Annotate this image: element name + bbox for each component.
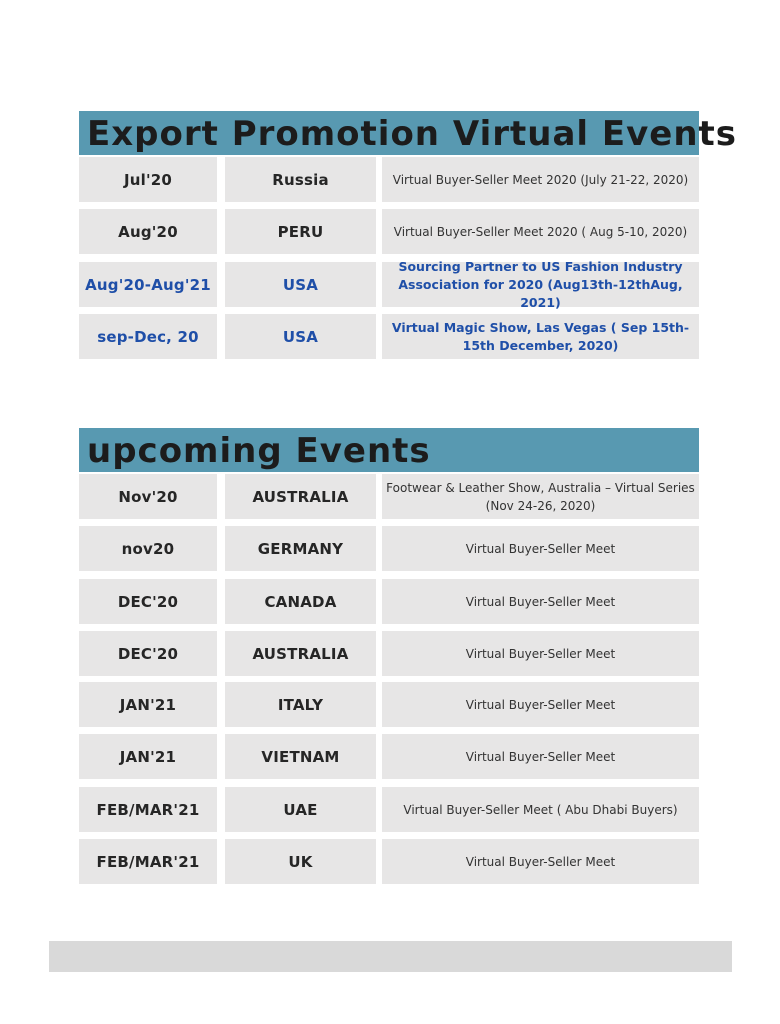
description-cell — [382, 314, 699, 359]
date-cell — [79, 314, 217, 359]
country-cell — [225, 734, 376, 779]
event-country: GERMANY — [257, 539, 344, 558]
event-country: USA — [282, 327, 319, 346]
country-cell — [225, 262, 376, 307]
description-cell — [382, 526, 699, 571]
event-date: sep-Dec, 20 — [97, 327, 199, 346]
event-date: FEB/MAR'21 — [96, 852, 200, 871]
event-description: Virtual Buyer-Seller Meet — [465, 646, 616, 661]
event-description: Virtual Buyer-Seller Meet — [465, 854, 616, 869]
description-cell — [382, 839, 699, 884]
event-description: Virtual Buyer-Seller Meet — [465, 541, 616, 556]
event-row — [79, 209, 699, 254]
event-description: Virtual Buyer-Seller Meet ( Abu Dhabi Buyers) — [403, 802, 678, 817]
description-cell — [382, 209, 699, 254]
date-cell — [79, 734, 217, 779]
description-cell — [382, 787, 699, 832]
event-row — [79, 682, 699, 727]
event-country: AUSTRALIA — [252, 644, 349, 663]
event-row — [79, 526, 699, 571]
description-cell — [382, 258, 699, 310]
event-row — [79, 474, 699, 519]
description-cell — [382, 734, 699, 779]
date-cell — [79, 157, 217, 202]
event-date: JAN'21 — [119, 747, 177, 766]
event-row — [79, 734, 699, 779]
event-country: AUSTRALIA — [252, 487, 349, 506]
date-cell — [79, 474, 217, 519]
event-description: Virtual Magic Show, Las Vegas ( Sep 15th-15th December, 2020) — [391, 319, 690, 353]
date-cell — [79, 579, 217, 624]
section-title: Export Promotion Virtual Events — [87, 114, 738, 154]
description-cell — [382, 474, 699, 519]
event-country: VIETNAM — [261, 747, 340, 766]
event-date: nov20 — [121, 539, 175, 558]
section-header — [79, 428, 699, 472]
country-cell — [225, 787, 376, 832]
event-description: Footwear & Leather Show, Australia – Virtual Series (Nov 24-26, 2020) — [386, 480, 695, 513]
date-cell — [79, 631, 217, 676]
country-cell — [225, 682, 376, 727]
section-title: upcoming Events — [87, 431, 431, 471]
event-row — [79, 579, 699, 624]
event-row — [79, 258, 699, 310]
event-country: ITALY — [277, 695, 324, 714]
event-date: Aug'20-Aug'21 — [85, 275, 211, 294]
event-description: Virtual Buyer-Seller Meet — [465, 594, 616, 609]
description-cell — [382, 157, 699, 202]
country-cell — [225, 209, 376, 254]
date-cell — [79, 787, 217, 832]
event-date: Aug'20 — [118, 222, 178, 241]
event-row — [79, 157, 699, 202]
country-cell — [225, 314, 376, 359]
country-cell — [225, 579, 376, 624]
event-row — [79, 839, 699, 884]
description-cell — [382, 631, 699, 676]
event-row — [79, 314, 699, 359]
event-date: Nov'20 — [118, 487, 178, 506]
event-description: Virtual Buyer-Seller Meet 2020 ( Aug 5-10, 2020) — [393, 224, 688, 239]
event-country: UAE — [283, 800, 318, 819]
date-cell — [79, 839, 217, 884]
date-cell — [79, 526, 217, 571]
description-cell — [382, 579, 699, 624]
country-cell — [225, 839, 376, 884]
event-country: Russia — [272, 170, 329, 189]
date-cell — [79, 209, 217, 254]
date-cell — [79, 682, 217, 727]
section-header — [79, 111, 738, 155]
event-date: DEC'20 — [117, 592, 179, 611]
country-cell — [225, 474, 376, 519]
event-description: Virtual Buyer-Seller Meet 2020 (July 21-22, 2020) — [392, 172, 689, 187]
description-cell — [382, 682, 699, 727]
country-cell — [225, 157, 376, 202]
event-country: PERU — [277, 222, 324, 241]
country-cell — [225, 526, 376, 571]
date-cell — [79, 262, 217, 307]
event-description: Virtual Buyer-Seller Meet — [465, 749, 616, 764]
event-description: Sourcing Partner to US Fashion Industry Association for 2020 (Aug13th-12thAug, 2021) — [398, 258, 683, 310]
event-country: USA — [282, 275, 319, 294]
event-country: CANADA — [264, 592, 337, 611]
event-date: DEC'20 — [117, 644, 179, 663]
event-date: Jul'20 — [123, 170, 173, 189]
event-row — [79, 787, 699, 832]
event-date: JAN'21 — [119, 695, 177, 714]
country-cell — [225, 631, 376, 676]
event-row — [79, 631, 699, 676]
footer-bar — [49, 941, 732, 972]
event-description: Virtual Buyer-Seller Meet — [465, 697, 616, 712]
event-country: UK — [288, 852, 313, 871]
event-date: FEB/MAR'21 — [96, 800, 200, 819]
